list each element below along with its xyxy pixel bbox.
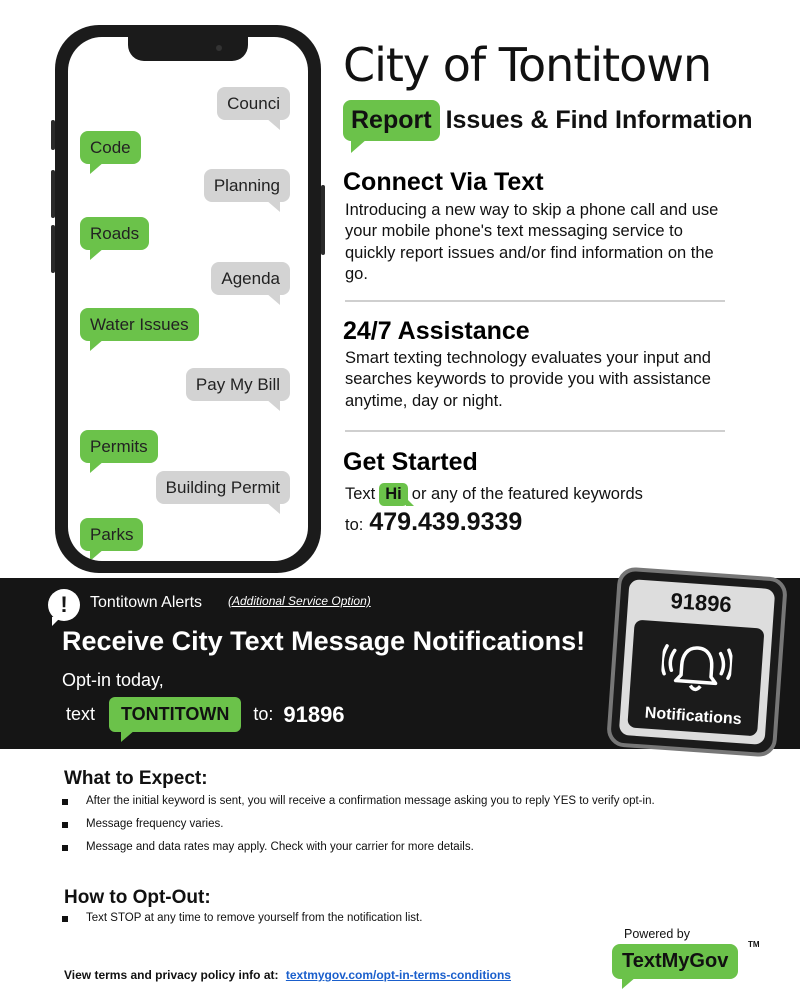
expect-item-text: Message and data rates may apply. Check with your carrier for more details.	[86, 841, 474, 853]
keyword-bubble-code: Code	[80, 131, 141, 164]
report-subtitle-text: Issues & Find Information	[445, 106, 753, 134]
notification-tile	[627, 620, 764, 737]
keyword-bubble-building-permit: Building Permit	[156, 471, 290, 504]
section-divider	[345, 300, 725, 302]
short-code: 91896	[283, 701, 345, 727]
connect-heading: Connect Via Text	[343, 168, 544, 196]
keyword-bubble-council: Counci	[217, 87, 290, 120]
phone-illustration	[55, 25, 321, 573]
phone-screen	[68, 37, 308, 561]
keyword-bubble-parks: Parks	[80, 518, 143, 551]
assistance-body: Smart texting technology evaluates your input and searches keywords to provide you with assistance anytime, day or night.	[345, 349, 711, 410]
trademark-mark: TM	[748, 940, 760, 949]
keyword-bubble-water-issues: Water Issues	[80, 308, 199, 341]
bullet-icon	[62, 845, 68, 851]
keyword-bubble-pay-my-bill: Pay My Bill	[186, 368, 290, 401]
optin-instruction	[66, 697, 345, 732]
expect-item-text: Message frequency varies.	[86, 818, 224, 830]
connect-body: Introducing a new way to skip a phone call and use your mobile phone's text messaging service to quickly report issues and/or find information on the go.	[345, 201, 719, 284]
phone-number: 479.439.9339	[369, 508, 523, 536]
optin-keyword-badge: TONTITOWN	[109, 697, 241, 732]
notifications-phone-screen	[619, 579, 776, 745]
get-started-instruction	[345, 483, 643, 506]
expect-item	[62, 795, 655, 807]
keyword-bubble-planning: Planning	[204, 169, 290, 202]
expect-item	[62, 818, 223, 830]
alerts-heading: Receive City Text Message Notifications!	[62, 626, 586, 656]
page-title: City of Tontitown	[343, 38, 712, 92]
keyword-bubble-roads: Roads	[80, 217, 149, 250]
to-label: to:	[345, 516, 364, 534]
text-word: Text	[345, 485, 376, 503]
phone-short-code: 91896	[669, 588, 733, 618]
assistance-heading: 24/7 Assistance	[343, 317, 530, 345]
hi-keyword-badge: Hi	[379, 483, 408, 506]
phone-side-button	[321, 185, 325, 255]
bullet-icon	[62, 822, 68, 828]
camera-icon	[216, 45, 222, 51]
additional-service-note: (Additional Service Option)	[228, 594, 371, 608]
phone-side-button	[51, 120, 55, 150]
report-badge: Report	[343, 100, 440, 141]
phone-side-button	[51, 225, 55, 273]
phone-notch	[128, 37, 248, 61]
keyword-bubble-agenda: Agenda	[211, 262, 290, 295]
textmygov-logo: TextMyGov	[612, 944, 738, 979]
terms-label: View terms and privacy policy info at:	[64, 968, 279, 982]
notifications-label: Notifications	[644, 704, 743, 729]
expect-item-text: After the initial keyword is sent, you will receive a confirmation message asking you to reply YES to verify opt-in.	[86, 795, 655, 807]
alerts-banner	[0, 578, 800, 749]
get-started-heading: Get Started	[343, 448, 478, 476]
alerts-label: Tontitown Alerts	[90, 594, 203, 611]
bullet-icon	[62, 916, 68, 922]
expect-item	[62, 841, 474, 853]
optout-item-text: Text STOP at any time to remove yourself from the notification list.	[86, 912, 423, 924]
text-word: text	[66, 704, 96, 724]
keyword-bubble-permits: Permits	[80, 430, 158, 463]
report-subtitle	[343, 100, 753, 141]
optin-text: Opt-in today,	[62, 670, 164, 690]
notifications-phone-illustration	[606, 566, 788, 757]
optout-heading: How to Opt-Out:	[64, 887, 211, 908]
to-label: to:	[253, 704, 274, 724]
terms-link[interactable]: textmygov.com/opt-in-terms-conditions	[285, 968, 511, 982]
phone-side-button	[51, 170, 55, 218]
instruction-rest: or any of the featured keywords	[411, 485, 643, 503]
terms-line	[64, 968, 511, 982]
optout-item	[62, 912, 422, 924]
bullet-icon	[62, 799, 68, 805]
alert-icon: !	[48, 589, 80, 621]
bell-icon	[659, 636, 733, 703]
powered-by-label: Powered by	[624, 927, 691, 941]
phone-number-line	[345, 508, 522, 537]
expect-heading: What to Expect:	[64, 768, 208, 789]
section-divider	[345, 430, 725, 432]
